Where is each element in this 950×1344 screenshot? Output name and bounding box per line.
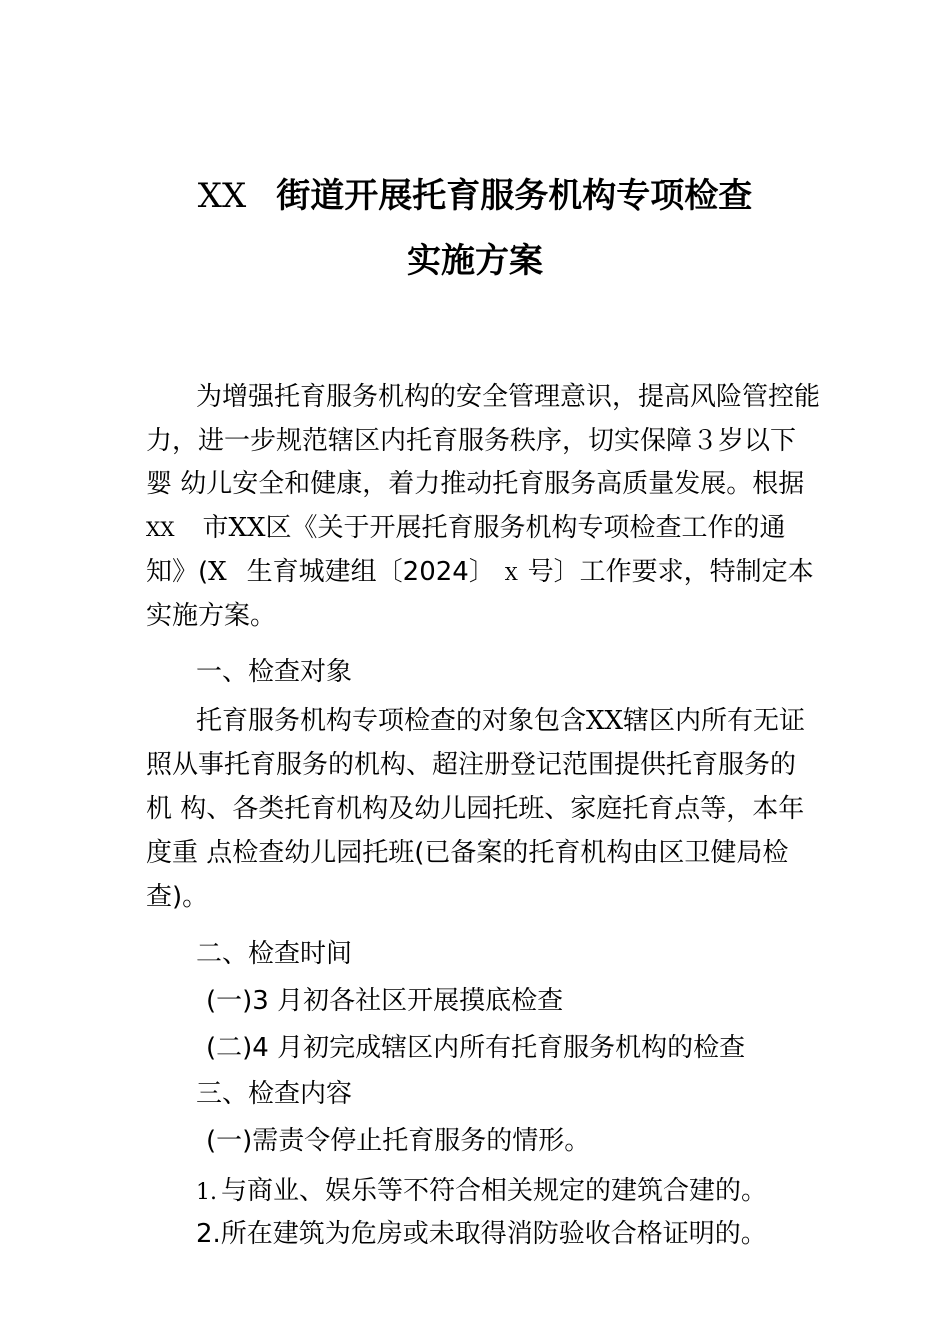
section-2-item-1: (一)3 月初各社区开展摸底检查 xyxy=(206,986,564,1016)
section-2-item-2: (二)4 月初完成辖区内所有托育服务机构的检查 xyxy=(206,1033,746,1063)
section-1-line-3: 机 构、各类托育机构及幼儿园托班、家庭托育点等，本年 xyxy=(146,794,805,824)
intro-xx-city: XX xyxy=(146,517,175,541)
section-3-heading: 三、检查内容 xyxy=(196,1079,353,1109)
section-1-line-1: 托育服务机构专项检查的对象包含XX辖区内所有无证 xyxy=(196,706,806,736)
section-2-heading: 二、检查时间 xyxy=(196,939,353,969)
intro-line-4: XX 市XX区《关于开展托育服务机构专项检查工作的通 xyxy=(146,513,786,543)
intro-line-6: 实施方案。 xyxy=(146,601,277,631)
section-3-item-2: 2.所在建筑为危房或未取得消防验收合格证明的。 xyxy=(196,1219,767,1249)
section-1-line-5: 查)。 xyxy=(146,882,209,912)
document-title-line-2: 实施方案 xyxy=(407,241,543,281)
intro-line-5: 知》(X 生育城建组〔2024〕 X 号〕工作要求，特制定本 xyxy=(146,557,814,587)
section-1-line-4: 度重 点检查幼儿园托班(已备案的托育机构由区卫健局检 xyxy=(146,838,789,868)
section-3-subheading-1: (一)需责令停止托育服务的情形。 xyxy=(206,1126,591,1156)
intro-xx-district: XX xyxy=(228,513,266,543)
title-main: 街道开展托育服务机构专项检查 xyxy=(276,176,753,216)
document-title-line-1 xyxy=(0,168,950,217)
section-1-line-2: 照从事托育服务的机构、超注册登记范围提供托育服务的 xyxy=(146,750,797,780)
section-3-item-1: 1. 与商业、娱乐等不符合相关规定的建筑合建的。 xyxy=(196,1176,768,1206)
intro-line-2: 力，进一步规范辖区内托育服务秩序，切实保障３岁以下 xyxy=(146,426,797,456)
intro-line-3: 婴 幼儿安全和健康，着力推动托育服务高质量发展。根据 xyxy=(146,469,805,499)
title-prefix: XX xyxy=(197,176,247,216)
section-1-heading: 一、检查对象 xyxy=(196,657,353,687)
intro-line-1: 为增强托育服务机构的安全管理意识，提高风险管控能 xyxy=(196,382,821,412)
